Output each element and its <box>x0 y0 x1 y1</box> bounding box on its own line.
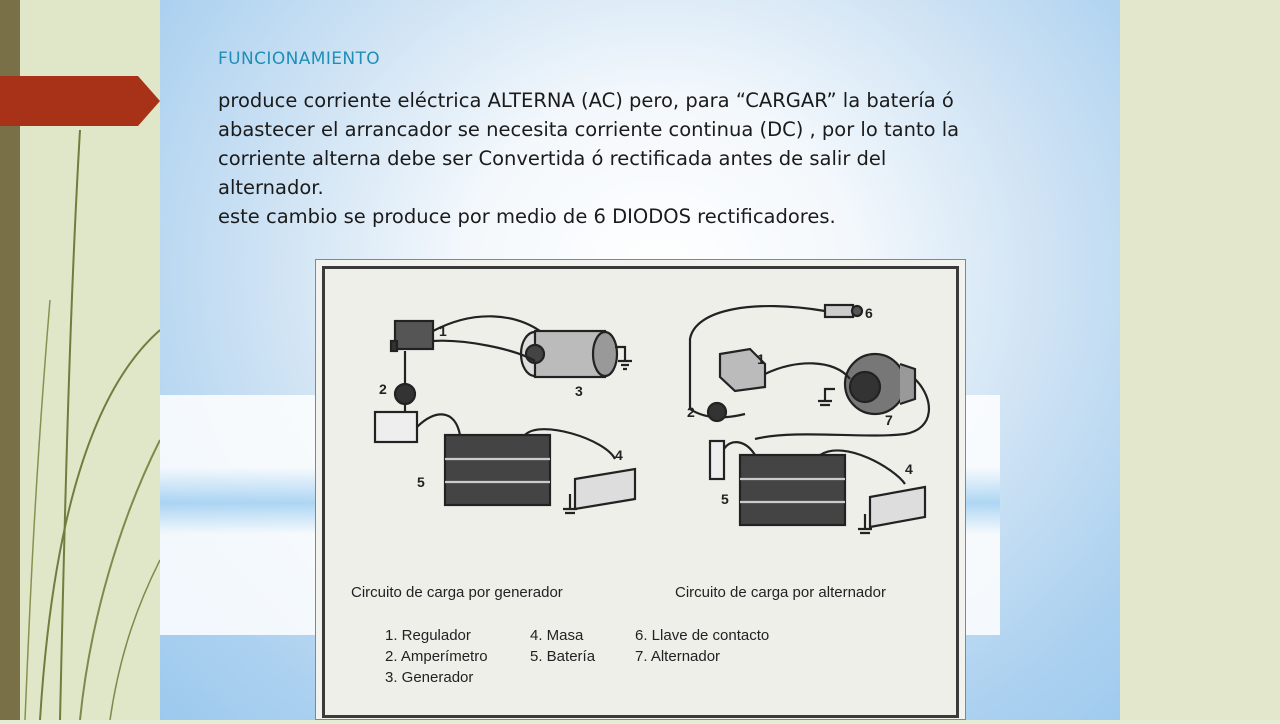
legend-item: 6. Llave de contacto <box>635 627 770 644</box>
legend-item: 1. Regulador <box>385 627 471 644</box>
slide-body-text: produce corriente eléctrica ALTERNA (AC) pero, para “CARGAR” la batería ó abastecer el arrancador se necesita corriente continua (DC) , por lo tanto la corriente alterna debe ser Convertida ó rectificada antes de salir del alternador. este cambio se produce por medio de 6 DIODOS rectificadores. <box>218 89 960 228</box>
label-left-4: 4 <box>615 447 623 463</box>
caption-alternator: Circuito de carga por alternador <box>675 584 886 601</box>
caption-generator: Circuito de carga por generador <box>351 584 563 601</box>
label-left-5: 5 <box>417 474 425 490</box>
label-right-2: 2 <box>687 404 695 420</box>
legend-item: 5. Batería <box>530 648 596 665</box>
label-left-1: 1 <box>439 323 447 339</box>
generator-circuit-drawing <box>375 316 635 513</box>
label-right-7: 7 <box>885 412 893 428</box>
label-right-6: 6 <box>865 305 873 321</box>
label-left-2: 2 <box>379 381 387 397</box>
slide-content <box>160 0 1120 720</box>
legend-item: 2. Amperímetro <box>385 648 488 665</box>
legend-item: 4. Masa <box>530 627 584 644</box>
right-decor-panel <box>1120 0 1280 720</box>
figure-frame <box>322 266 959 718</box>
label-right-4: 4 <box>905 461 913 477</box>
label-left-3: 3 <box>575 383 583 399</box>
slide-heading: FUNCIONAMIENTO <box>218 49 381 69</box>
accent-arrow-shape <box>0 76 160 126</box>
charging-circuit-figure <box>315 259 966 720</box>
legend-item: 3. Generador <box>385 669 474 686</box>
legend-item: 7. Alternador <box>635 648 721 665</box>
label-right-5: 5 <box>721 491 729 507</box>
label-right-1: 1 <box>757 351 765 367</box>
